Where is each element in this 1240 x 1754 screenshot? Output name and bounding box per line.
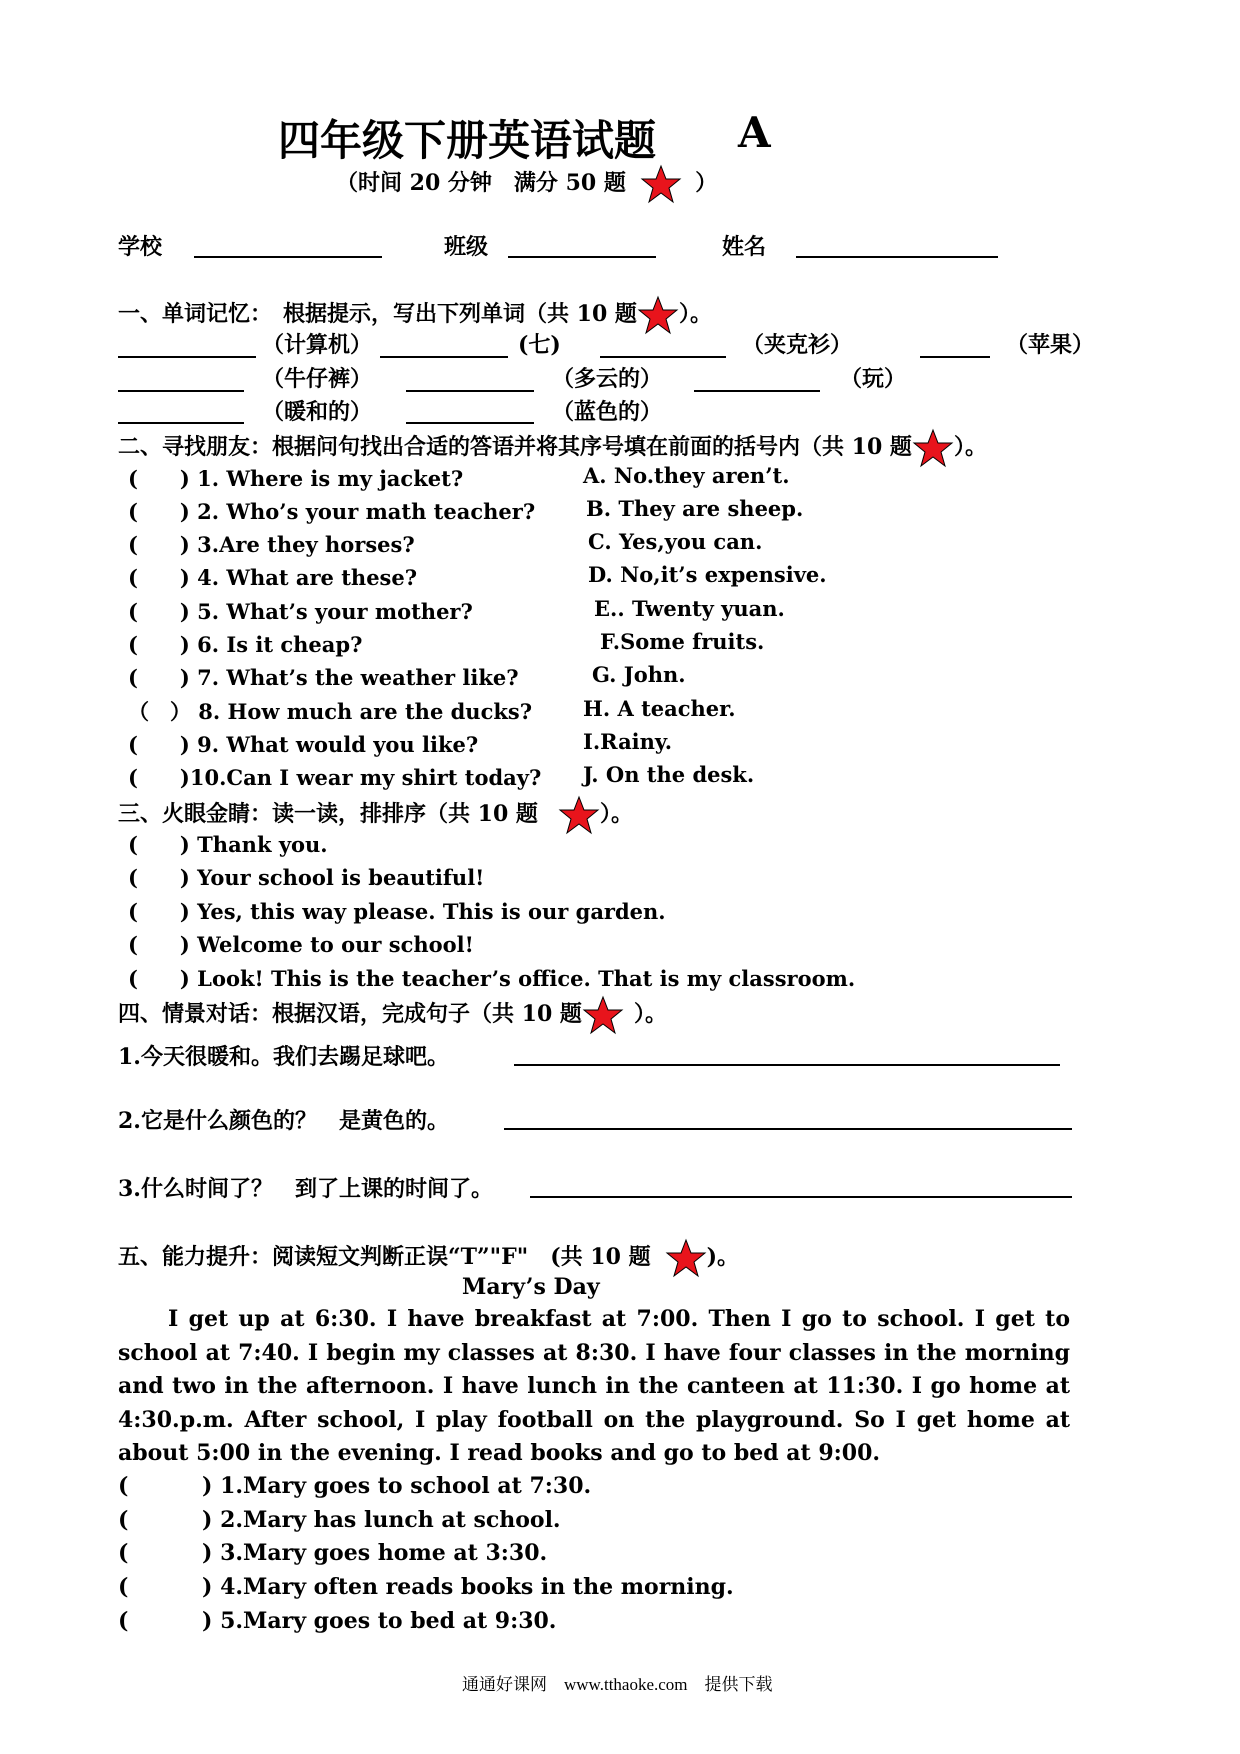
match-question: ( ) 2. Who’s your math teacher? bbox=[128, 499, 536, 524]
match-answer: H. A teacher. bbox=[583, 696, 736, 721]
word-hint: （多云的） bbox=[552, 366, 663, 392]
star-icon bbox=[640, 164, 682, 204]
match-answer: A. No.they aren’t. bbox=[583, 463, 790, 488]
word-hint: （计算机） bbox=[262, 332, 373, 358]
school-field[interactable] bbox=[194, 256, 382, 258]
word-hint: （牛仔裤） bbox=[262, 366, 373, 392]
section5-heading-text: 五、能力提升：阅读短文判断正误“T”"F" (共 10 题 bbox=[118, 1244, 651, 1270]
tf-open-paren: ( bbox=[118, 1608, 129, 1634]
story-text: I get up at 6:30. I have breakfast at 7:00. Then I go to school. I get to school at 7:40. I begin my classes at 8:30. I have four classes in the morning and two in the afternoon. I have lunch in the canteen at 11:30. I go home at 4:30.p.m. After school, I play football on the playground. So I get home at about 5:00 in the evening. I read books and go to bed at 9:00. bbox=[118, 1306, 1070, 1467]
star-icon bbox=[912, 428, 954, 468]
match-answer: B. They are sheep. bbox=[586, 496, 804, 521]
section1-heading bbox=[118, 295, 712, 335]
section2-heading-end: ）。 bbox=[953, 434, 987, 460]
order-item: ( ) Welcome to our school! bbox=[128, 932, 474, 957]
star-icon bbox=[582, 995, 624, 1035]
story-paragraph bbox=[118, 1303, 1070, 1471]
answer-line[interactable] bbox=[514, 1064, 1060, 1066]
match-answer: I.Rainy. bbox=[583, 729, 673, 754]
tf-statement: ) 2.Mary has lunch at school. bbox=[202, 1507, 561, 1533]
tf-open-paren: ( bbox=[118, 1540, 129, 1566]
match-question: ( ) 1. Where is my jacket? bbox=[128, 466, 464, 491]
section2-heading-text: 二、寻找朋友：根据问句找出合适的答语并将其序号填在前面的括号内（共 10 题 bbox=[118, 434, 912, 460]
answer-blank[interactable] bbox=[694, 390, 820, 392]
answer-blank[interactable] bbox=[406, 422, 534, 424]
answer-blank[interactable] bbox=[600, 356, 726, 358]
answer-line[interactable] bbox=[530, 1196, 1072, 1198]
match-question: ( ) 4. What are these? bbox=[128, 565, 418, 590]
title-letter: A bbox=[738, 108, 771, 157]
answer-blank[interactable] bbox=[118, 422, 244, 424]
match-question: ( ) 6. Is it cheap? bbox=[128, 632, 363, 657]
order-item: ( ) Look! This is the teacher’s office. That is my classroom. bbox=[128, 966, 856, 991]
answer-blank[interactable] bbox=[118, 390, 244, 392]
name-field[interactable] bbox=[796, 256, 998, 258]
dialogue-prompt: 2.它是什么颜色的？ 是黄色的。 bbox=[118, 1108, 449, 1134]
tf-statement: ) 3.Mary goes home at 3:30. bbox=[202, 1540, 548, 1566]
tf-open-paren: ( bbox=[118, 1473, 129, 1499]
match-answer: C. Yes,you can. bbox=[588, 529, 763, 554]
section4-heading-end: ）。 bbox=[633, 1001, 667, 1027]
section3-heading-end: ）。 bbox=[599, 801, 633, 827]
section5-heading bbox=[118, 1238, 739, 1278]
match-answer: F.Some fruits. bbox=[600, 629, 765, 654]
tf-open-paren: ( bbox=[118, 1507, 129, 1533]
section3-heading-text: 三、火眼金睛：读一读，排排序（共 10 题 bbox=[118, 801, 538, 827]
word-hint: （夹克衫） bbox=[742, 332, 853, 358]
name-label: 姓名 bbox=[722, 234, 767, 260]
match-question: ( ) 3.Are they horses? bbox=[128, 532, 415, 557]
order-item: ( ) Your school is beautiful! bbox=[128, 865, 485, 890]
class-label: 班级 bbox=[444, 234, 489, 260]
class-field[interactable] bbox=[508, 256, 656, 258]
page-title bbox=[278, 108, 656, 168]
section1-heading-end: ）。 bbox=[678, 301, 712, 327]
answer-blank[interactable] bbox=[380, 356, 508, 358]
section5-heading-end: )。 bbox=[706, 1244, 739, 1270]
word-hint: （苹果） bbox=[1006, 332, 1095, 358]
match-question: ( ) 9. What would you like? bbox=[128, 732, 479, 757]
word-hint: （暖和的） bbox=[262, 399, 373, 425]
dialogue-prompt: 1.今天很暖和。我们去踢足球吧。 bbox=[118, 1044, 449, 1070]
star-icon bbox=[665, 1238, 707, 1278]
match-question: （ ） 8. How much are the ducks? bbox=[128, 699, 533, 724]
match-answer: D. No,it’s expensive. bbox=[588, 562, 827, 587]
dialogue-prompt: 3.什么时间了？ 到了上课的时间了。 bbox=[118, 1176, 493, 1202]
match-question: ( ) 5. What’s your mother? bbox=[128, 599, 473, 624]
story-title: Mary’s Day bbox=[462, 1274, 600, 1300]
match-question: ( ) 7. What’s the weather like? bbox=[128, 665, 519, 690]
word-hint: （蓝色的） bbox=[552, 399, 663, 425]
match-answer: J. On the desk. bbox=[583, 762, 755, 787]
tf-open-paren: ( bbox=[118, 1574, 129, 1600]
match-question: ( )10.Can I wear my shirt today? bbox=[128, 765, 542, 790]
section2-heading bbox=[118, 428, 987, 468]
tf-statement: ) 5.Mary goes to bed at 9:30. bbox=[202, 1608, 557, 1634]
match-answer: E.. Twenty yuan. bbox=[594, 596, 785, 621]
footer-source: 通通好课网 www.tthaoke.com 提供下载 bbox=[462, 1675, 773, 1694]
tf-statement: ) 4.Mary often reads books in the morning. bbox=[202, 1574, 734, 1600]
answer-blank[interactable] bbox=[920, 356, 990, 358]
answer-blank[interactable] bbox=[118, 356, 256, 358]
order-item: ( ) Yes, this way please. This is our garden. bbox=[128, 899, 666, 924]
star-icon bbox=[637, 295, 679, 335]
section1-heading-text: 一、单词记忆： 根据提示，写出下列单词（共 10 题 bbox=[118, 301, 637, 327]
match-answer: G. John. bbox=[592, 662, 686, 687]
tf-statement: ) 1.Mary goes to school at 7:30. bbox=[202, 1473, 592, 1499]
answer-line[interactable] bbox=[504, 1128, 1072, 1130]
subtitle-text: （时间 20 分钟 满分 50 题 bbox=[336, 170, 626, 196]
subtitle-close: ） bbox=[695, 170, 718, 196]
word-hint: （玩） bbox=[840, 366, 907, 392]
section4-heading bbox=[118, 995, 667, 1035]
subtitle bbox=[336, 164, 717, 204]
answer-blank[interactable] bbox=[406, 390, 534, 392]
word-hint: (七) bbox=[518, 332, 561, 358]
title-text: 四年级下册英语试题 bbox=[278, 116, 657, 165]
school-label: 学校 bbox=[118, 234, 163, 260]
section4-heading-text: 四、情景对话：根据汉语，完成句子（共 10 题 bbox=[118, 1001, 582, 1027]
star-icon bbox=[558, 795, 600, 835]
order-item: ( ) Thank you. bbox=[128, 832, 328, 857]
